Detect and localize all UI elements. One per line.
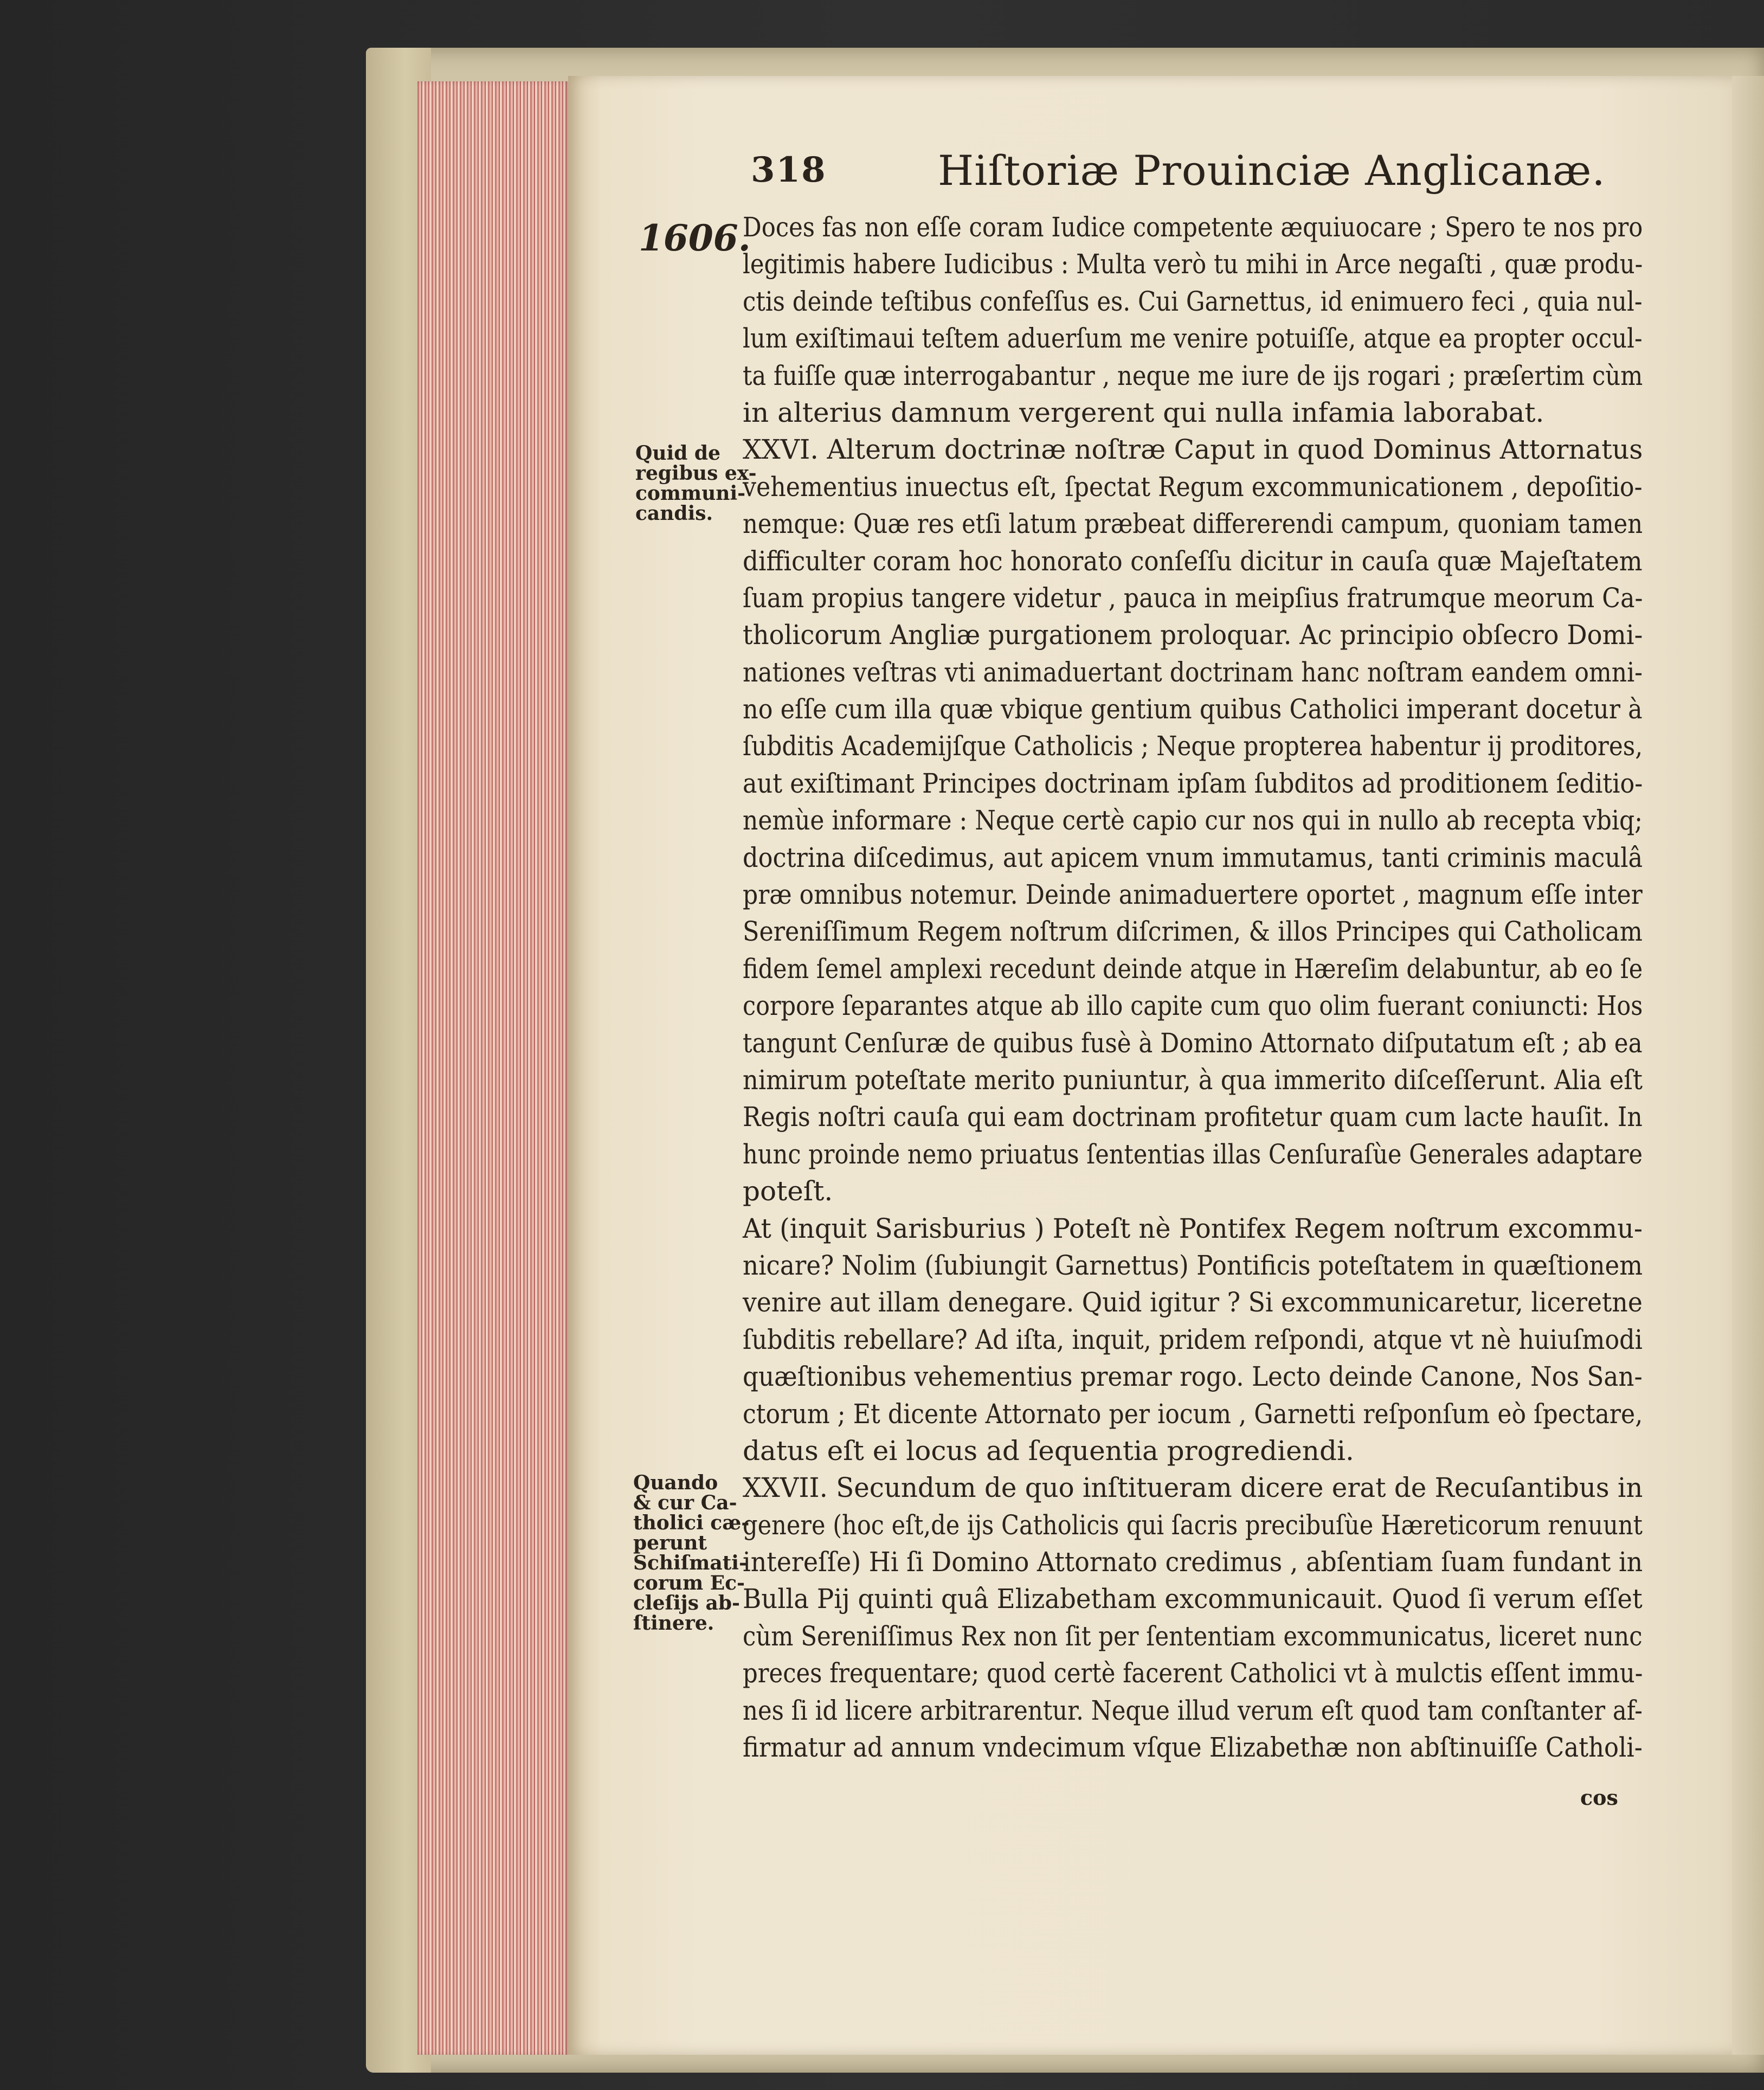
text-line: Regis noſtri cauſa qui eam doctrinam profitetur quam cum lacte hauſit. In xyxy=(743,1101,1643,1133)
text-line: legitimis habere Iudicibus : Multa verò tu mihi in Arce negaſti , quæ produ- xyxy=(743,248,1643,280)
text-line: aut exiſtimant Principes doctrinam ipſam ſubditos ad proditionem ſeditio- xyxy=(743,767,1643,799)
margin-note-line: Quando xyxy=(633,1471,718,1494)
margin-note-line: & cur Ca- xyxy=(633,1491,737,1514)
margin-note-2 xyxy=(633,1473,749,1634)
text-line: no eſſe cum illa quæ vbique gentium quibus Catholici imperant docetur à xyxy=(743,693,1643,725)
text-line: tholicorum Angliæ purgationem proloquar. Ac principio obſecro Domi- xyxy=(743,619,1643,651)
text-line: nes ſi id licere arbitrarentur. Neque illud verum eſt quod tam conſtanter af- xyxy=(743,1694,1643,1726)
text-line: ctis deinde teſtibus confeſſus es. Cui Garnettus, id enimuero feci , quia nul- xyxy=(743,285,1643,317)
text-line: doctrina diſcedimus, aut apicem vnum immutamus, tanti criminis maculâ xyxy=(743,841,1643,873)
text-line: fidem ſemel amplexi recedunt deinde atque in Hæreſim delabuntur, ab eo ſe xyxy=(743,953,1643,985)
text-line: Doces fas non eſſe coram Iudice competente æquiuocare ; Spero te nos pro xyxy=(743,211,1643,243)
text-line: intereſſe) Hi ſi Domino Attornato credimus , abſentiam ſuam fundant in xyxy=(743,1546,1643,1578)
catchword: cos xyxy=(1580,1785,1618,1810)
page-number: 318 xyxy=(751,150,827,190)
body-text xyxy=(743,209,1643,1766)
text-line: genere (hoc eſt,de ijs Catholicis qui ſacris precibuſùe Hæreticorum renuunt xyxy=(743,1509,1643,1541)
page-edges xyxy=(417,81,569,2055)
year-marginal: 1606. xyxy=(639,217,751,259)
text-line: ctorum ; Et dicente Attornato per iocum , Garnetti reſponſum eò ſpectare, xyxy=(743,1398,1643,1430)
text-line: ſubditis Academijſque Catholicis ; Neque propterea habentur ij proditores, xyxy=(743,730,1643,762)
text-line: XXVII. Secundum de quo inſtitueram dicere erat de Recuſantibus in xyxy=(743,1472,1643,1504)
margin-note-line: ſtinere. xyxy=(633,1612,714,1635)
text-line: ta fuiſſe quæ interrogabantur , neque me iure de ijs rogari ; præſertim cùm xyxy=(743,359,1643,391)
text-line: ſuam propius tangere videtur , pauca in meipſius fratrumque meorum Ca- xyxy=(743,582,1643,614)
text-line: preces frequentare; quod certè facerent Catholici vt à mulctis eſſent immu- xyxy=(743,1657,1643,1689)
text-line: poteſt. xyxy=(743,1175,833,1207)
margin-note-1 xyxy=(635,443,757,524)
margin-note-line: cleſijs ab- xyxy=(633,1592,740,1615)
text-line: XXVI. Alterum doctrinæ noſtræ Caput in quod Dominus Attornatus xyxy=(743,434,1643,466)
text-line: nemùe informare : Neque certè capio cur nos qui in nullo ab recepta vbiq; xyxy=(743,805,1643,837)
text-line: vehementius inuectus eſt, ſpectat Regum excommunicationem , depoſitio- xyxy=(743,471,1643,503)
margin-note-line: perunt xyxy=(633,1532,707,1554)
text-line: At (inquit Sarisburius ) Poteſt nè Pontifex Regem noſtrum excommu- xyxy=(743,1212,1643,1244)
text-line: præ omnibus notemur. Deinde animaduertere oportet , magnum eſſe inter xyxy=(743,879,1643,911)
text-line: nicare? Nolim (ſubiungit Garnettus) Pontificis poteſtatem in quæſtionem xyxy=(743,1249,1643,1281)
margin-note-line: Quid de xyxy=(635,442,720,465)
text-line: datus eſt ei locus ad ſequentia progrediendi. xyxy=(743,1435,1354,1467)
text-line: cùm Sereniſſimus Rex non ſit per ſententiam excommunicatus, liceret nunc xyxy=(743,1620,1643,1652)
margin-note-line: corum Ec- xyxy=(633,1572,745,1594)
page-gutter xyxy=(1732,76,1764,2055)
margin-note-line: tholici cæ- xyxy=(633,1512,750,1534)
text-line: corpore ſeparantes atque ab illo capite cum quo olim fuerant coniuncti: Hos xyxy=(743,990,1643,1022)
text-line: firmatur ad annum vndecimum vſque Elizabethæ non abſtinuiſſe Catholi- xyxy=(743,1732,1643,1764)
text-line: tangunt Cenſuræ de quibus fusè à Domino Attornato diſputatum eſt ; ab ea xyxy=(743,1027,1643,1059)
text-line: Bulla Pij quinti quâ Elizabetham excommunicauit. Quod ſi verum eſſet xyxy=(743,1583,1643,1615)
margin-note-line: Schiſmati- xyxy=(633,1552,747,1574)
running-title: Hiſtoriæ Prouinciæ Anglicanæ. xyxy=(938,146,1606,195)
text-line: quæſtionibus vehementius premar rogo. Lecto deinde Canone, Nos San- xyxy=(743,1361,1643,1393)
text-line: hunc proinde nemo priuatus ſententias illas Cenſuraſùe Generales adaptare xyxy=(743,1138,1643,1170)
text-line: ſubditis rebellare? Ad iſta, inquit, pridem reſpondi, atque vt nè huiuſmodi xyxy=(743,1323,1643,1355)
margin-note-line: regibus ex- xyxy=(635,462,757,485)
text-line: in alterius damnum vergerent qui nulla infamia laborabat. xyxy=(743,396,1544,428)
text-line: Sereniſſimum Regem noſtrum diſcrimen, & illos Principes qui Catholicam xyxy=(743,916,1643,948)
text-line: venire aut illam denegare. Quid igitur ? Si excommunicaretur, liceretne xyxy=(743,1287,1643,1319)
margin-note-line: communi- xyxy=(635,482,746,505)
text-line: lum exiſtimaui teſtem aduerſum me venire potuiſſe, atque ea propter occul- xyxy=(743,323,1643,355)
margin-note-line: candis. xyxy=(635,502,713,525)
text-line: difficulter coram hoc honorato conſeſſu dicitur in cauſa quæ Majeſtatem xyxy=(743,545,1643,577)
text-line: nimirum poteſtate merito puniuntur, à qua immerito diſceſſerunt. Alia eſt xyxy=(743,1064,1643,1096)
running-head xyxy=(751,146,1606,206)
text-line: nationes veſtras vti animaduertant doctrinam hanc noſtram eandem omni- xyxy=(743,656,1643,688)
text-line: nemque: Quæ res etſi latum præbeat differerendi campum, quoniam tamen xyxy=(743,508,1643,540)
